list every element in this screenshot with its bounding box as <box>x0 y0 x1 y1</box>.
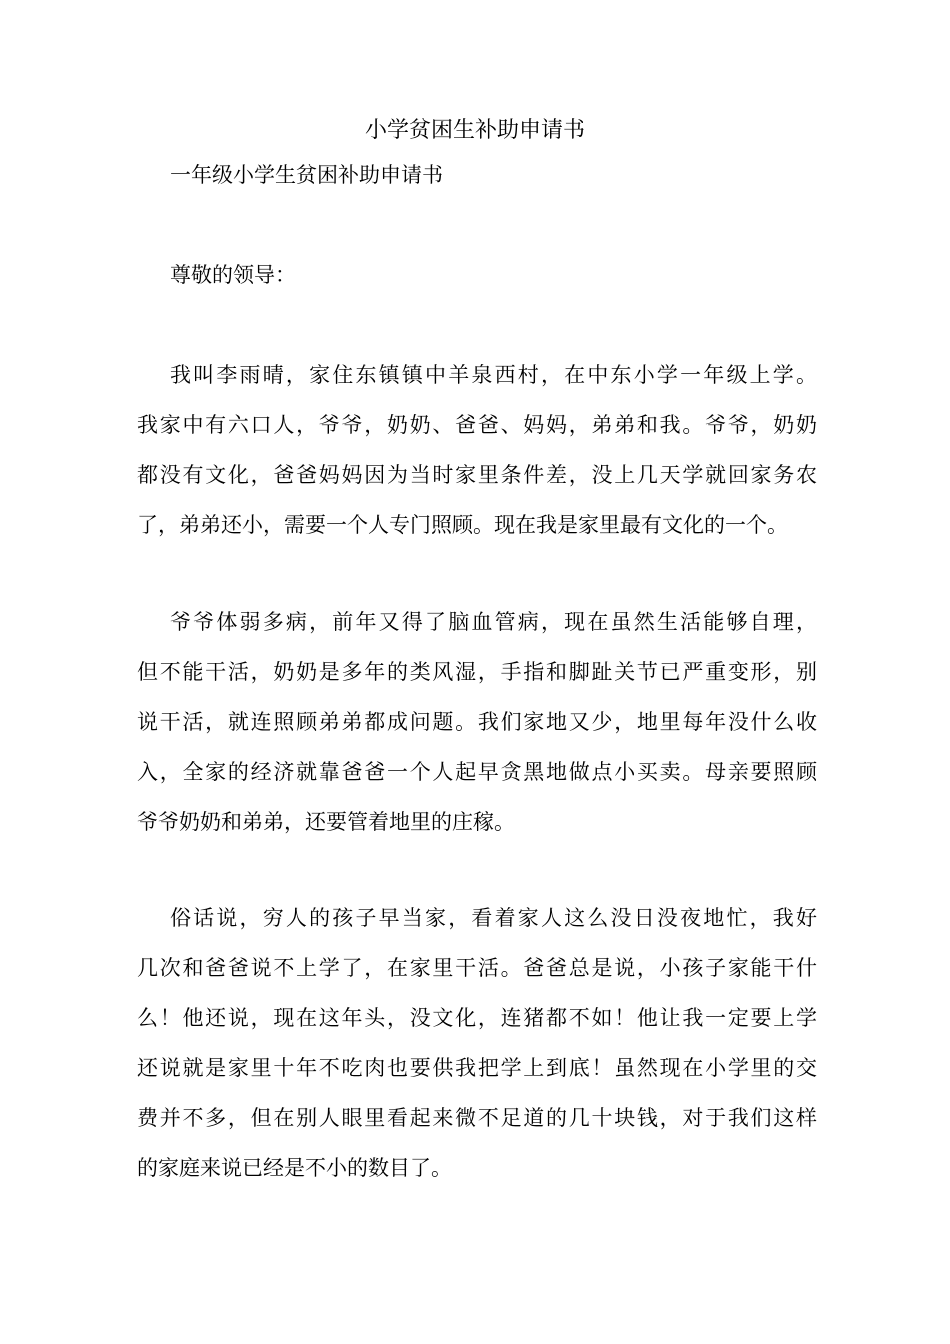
paragraph-family-intro <box>137 350 817 550</box>
document-title: 小学贫困生补助申请书 <box>364 118 585 143</box>
paragraph-line: 我家中有六口人，爷爷，奶奶、爸爸、妈妈，弟弟和我。爷爷，奶奶 <box>137 413 817 437</box>
paragraph-line: 俗话说，穷人的孩子早当家，看着家人这么没日没夜地忙，我好 <box>170 906 817 930</box>
paragraph-line: 入，全家的经济就靠爸爸一个人起早贪黑地做点小买卖。母亲要照顾 <box>137 760 817 784</box>
document-subtitle: 一年级小学生贫困补助申请书 <box>170 163 443 187</box>
paragraph-line: 爷爷奶奶和弟弟，还要管着地里的庄稼。 <box>137 810 515 834</box>
paragraph-line: 爷爷体弱多病，前年又得了脑血管病，现在虽然生活能够自理， <box>170 610 817 634</box>
paragraph-line: 但不能干活，奶奶是多年的类风湿，手指和脚趾关节已严重变形，别 <box>137 660 817 684</box>
paragraph-school-costs <box>137 893 817 1193</box>
paragraph-line: 我叫李雨晴，家住东镇镇中羊泉西村，在中东小学一年级上学。 <box>170 363 817 387</box>
paragraph-line: 费并不多，但在别人眼里看起来微不足道的几十块钱，对于我们这样 <box>137 1106 817 1130</box>
paragraph-line: 都没有文化，爸爸妈妈因为当时家里条件差，没上几天学就回家务农 <box>137 463 817 487</box>
paragraph-line: 了，弟弟还小，需要一个人专门照顾。现在我是家里最有文化的一个。 <box>137 513 788 537</box>
salutation: 尊敬的领导： <box>170 263 296 287</box>
paragraph-line: 的家庭来说已经是不小的数目了。 <box>137 1156 452 1180</box>
paragraph-line: 说干活，就连照顾弟弟都成问题。我们家地又少，地里每年没什么收 <box>137 710 817 734</box>
paragraph-line: 几次和爸爸说不上学了，在家里干活。爸爸总是说，小孩子家能干什 <box>137 956 817 980</box>
paragraph-line: 么！他还说，现在这年头，没文化，连猪都不如！他让我一定要上学 <box>137 1006 817 1030</box>
paragraph-line: 还说就是家里十年不吃肉也要供我把学上到底！虽然现在小学里的交 <box>137 1056 817 1080</box>
paragraph-family-health <box>137 597 817 847</box>
